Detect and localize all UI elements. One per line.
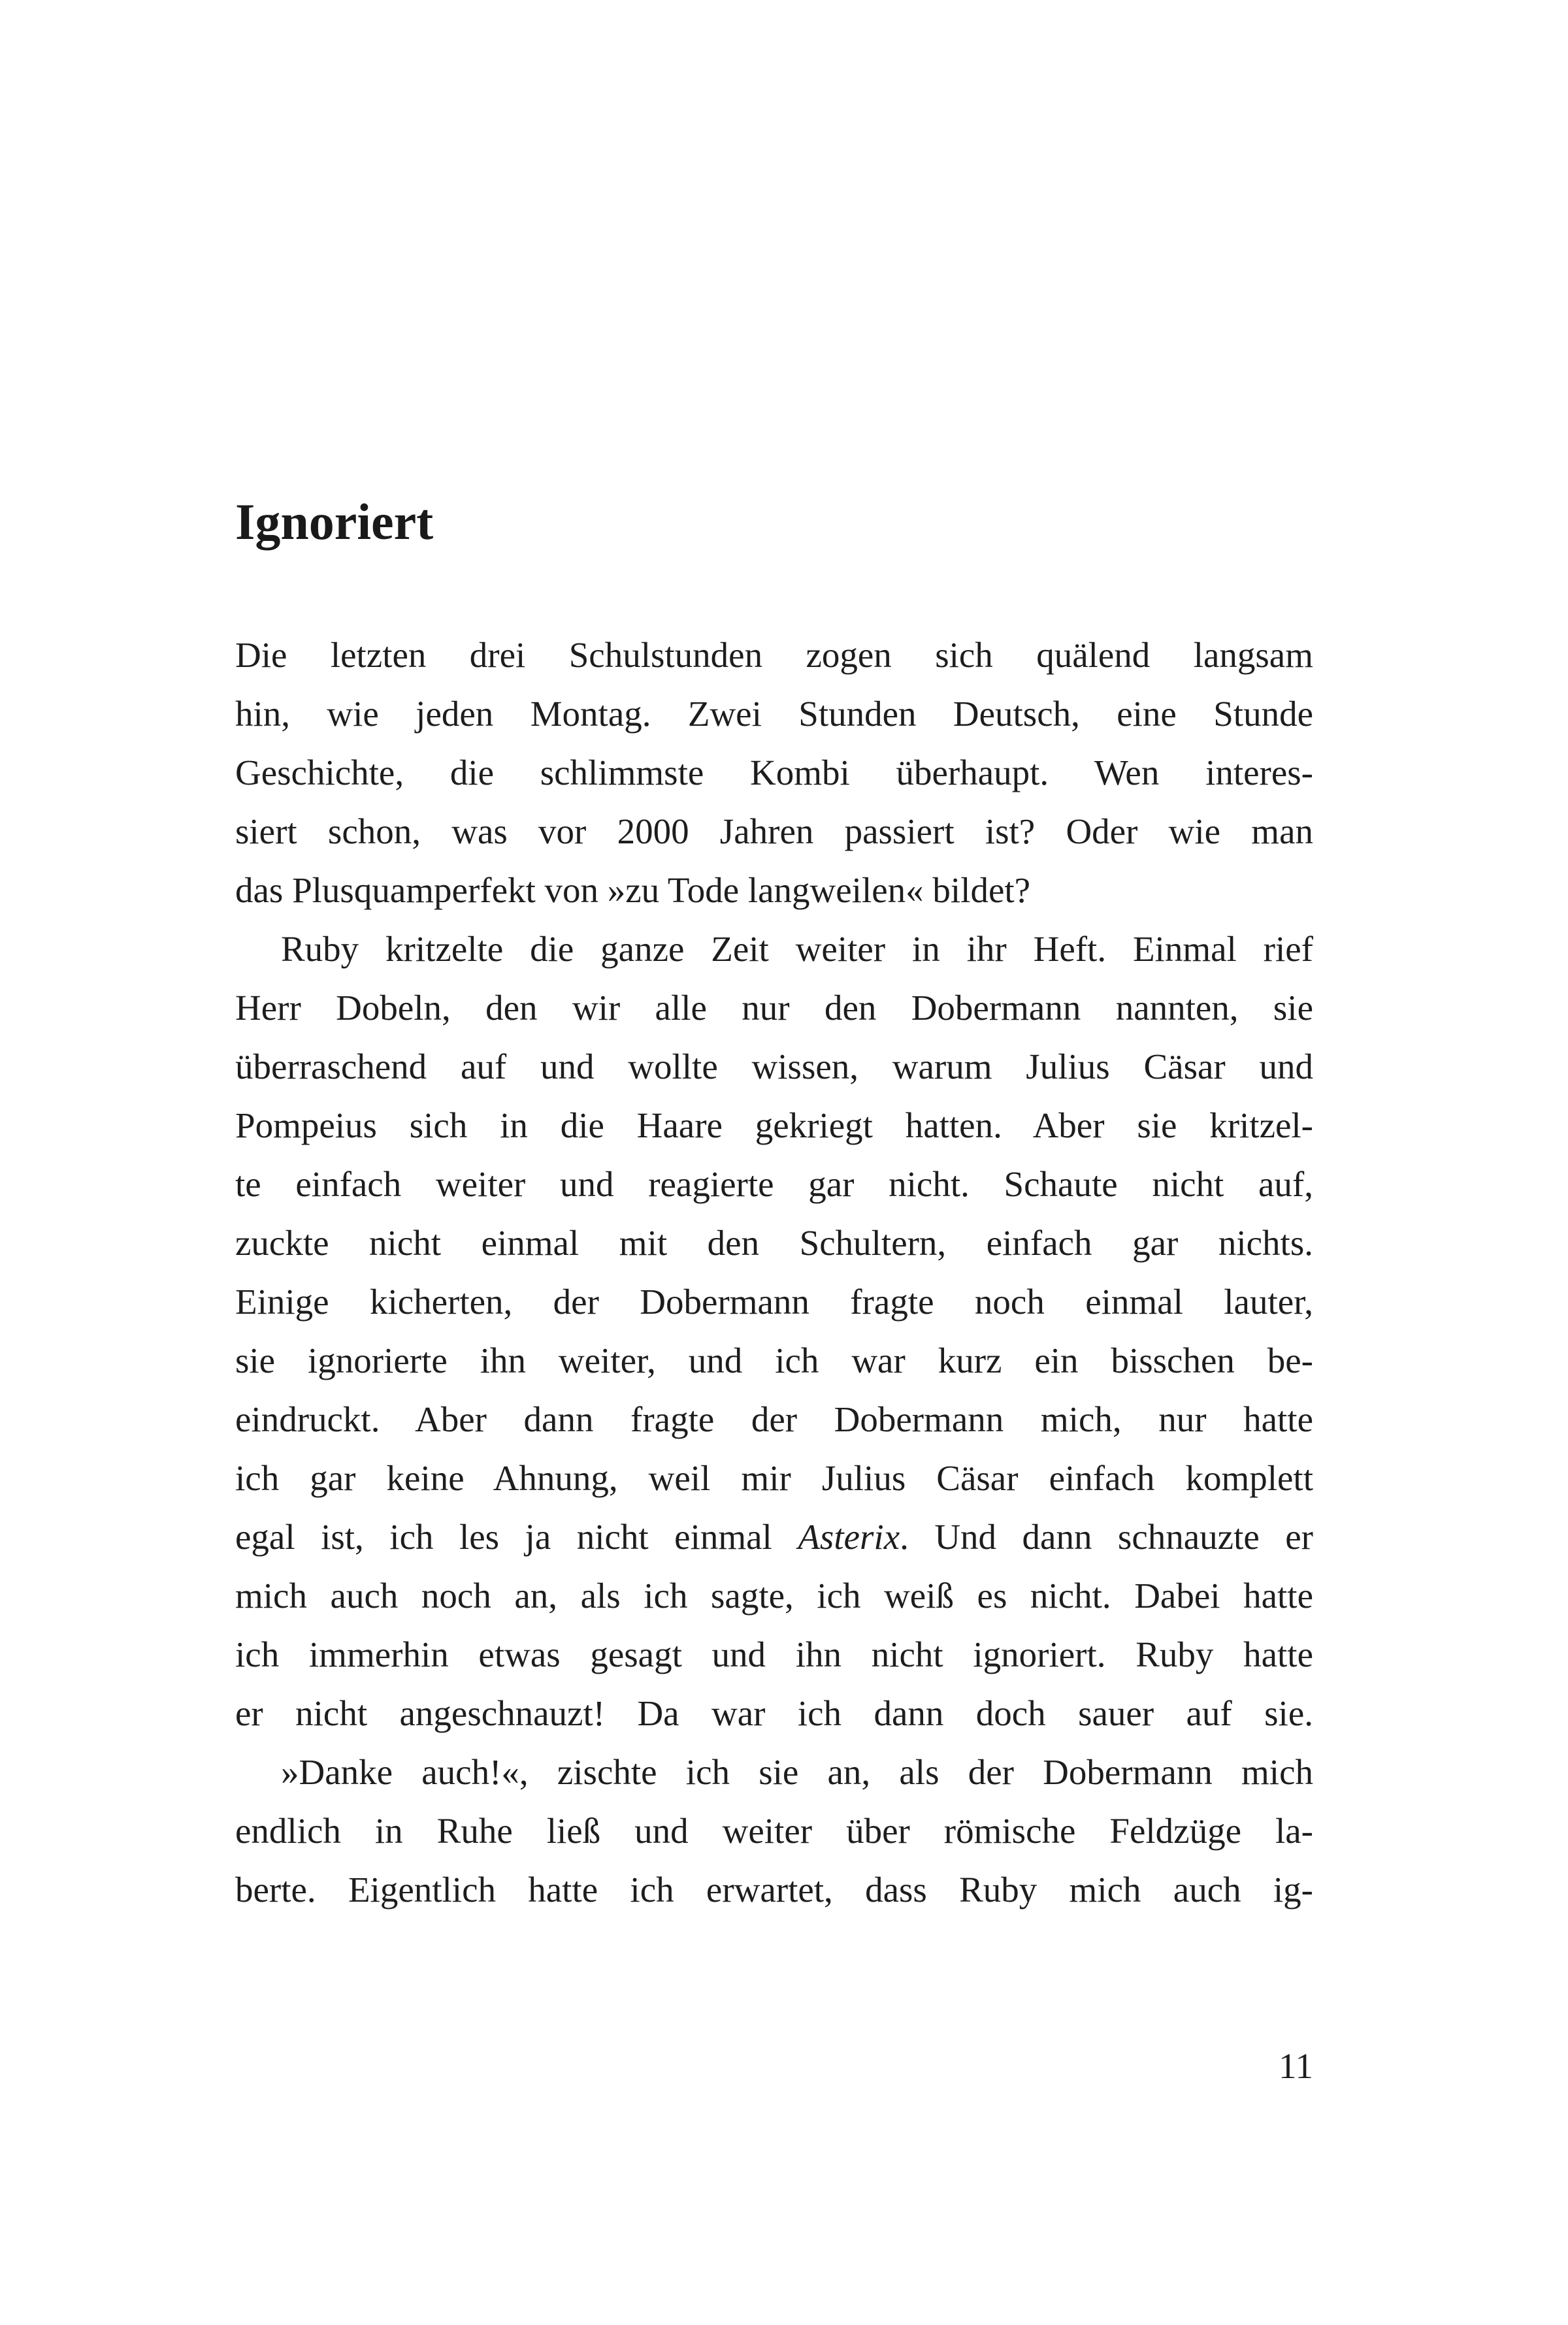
text-line — [235, 1684, 1313, 1743]
text-segment: Ruby kritzelte die ganze Zeit weiter in ihr Heft. Einmal rief — [281, 929, 1313, 969]
text-segment: zuckte nicht einmal mit den Schultern, einfach gar nichts. — [235, 1223, 1313, 1263]
text-segment: eindruckt. Aber dann fragte der Dobermann mich, nur hatte — [235, 1399, 1313, 1439]
text-line — [235, 1802, 1313, 1861]
chapter-heading: Ignoriert — [235, 493, 434, 550]
text-line — [235, 1037, 1313, 1096]
text-segment: Geschichte, die schlimmste Kombi überhaupt. Wen interes- — [235, 753, 1313, 792]
page-number: 11 — [1279, 2046, 1313, 2086]
text-segment: ich gar keine Ahnung, weil mir Julius Cäsar einfach komplett — [235, 1458, 1313, 1498]
text-segment: egal ist, ich les ja nicht einmal — [235, 1517, 798, 1557]
text-line — [235, 1155, 1313, 1214]
text-segment: Die letzten drei Schulstunden zogen sich quälend langsam — [235, 635, 1313, 675]
text-segment: ich immerhin etwas gesagt und ihn nicht ignoriert. Ruby hatte — [235, 1634, 1313, 1674]
text-line — [235, 1449, 1313, 1508]
text-line — [235, 1331, 1313, 1390]
text-line — [235, 1214, 1313, 1273]
text-segment: te einfach weiter und reagierte gar nicht. Schaute nicht auf, — [235, 1164, 1313, 1204]
italic-text-segment: Asterix — [798, 1517, 900, 1557]
text-segment: Herr Dobeln, den wir alle nur den Dobermann nannten, sie — [235, 988, 1313, 1028]
text-block — [235, 626, 1313, 1919]
text-line — [235, 1508, 1313, 1567]
text-segment: hin, wie jeden Montag. Zwei Stunden Deutsch, eine Stunde — [235, 694, 1313, 734]
text-segment: berte. Eigentlich hatte ich erwartet, dass Ruby mich auch ig- — [235, 1870, 1313, 1910]
text-segment: . Und dann schnauzte er — [900, 1517, 1313, 1557]
text-line — [235, 920, 1313, 979]
text-line — [235, 1273, 1313, 1331]
text-line — [235, 1861, 1313, 1919]
text-line — [235, 1096, 1313, 1155]
text-segment: Einige kicherten, der Dobermann fragte noch einmal lauter, — [235, 1282, 1313, 1322]
text-segment: »Danke auch!«, zischte ich sie an, als der Dobermann mich — [281, 1752, 1313, 1792]
text-line — [235, 802, 1313, 861]
text-line — [235, 685, 1313, 743]
text-segment: sie ignorierte ihn weiter, und ich war kurz ein bisschen be- — [235, 1341, 1313, 1380]
text-segment: endlich in Ruhe ließ und weiter über römische Feldzüge la- — [235, 1811, 1313, 1851]
text-segment: das Plusquamperfekt von »zu Tode langweilen« bildet? — [235, 870, 1031, 910]
text-line — [235, 1390, 1313, 1449]
text-line — [235, 1743, 1313, 1802]
text-line — [235, 743, 1313, 802]
text-segment: überraschend auf und wollte wissen, warum Julius Cäsar und — [235, 1047, 1313, 1086]
text-line — [235, 1567, 1313, 1625]
text-line — [235, 626, 1313, 685]
text-segment: Pompeius sich in die Haare gekriegt hatten. Aber sie kritzel- — [235, 1105, 1313, 1145]
text-segment: er nicht angeschnauzt! Da war ich dann doch sauer auf sie. — [235, 1693, 1313, 1733]
text-line — [235, 1625, 1313, 1684]
text-line — [235, 861, 1313, 920]
text-line — [235, 979, 1313, 1037]
text-segment: mich auch noch an, als ich sagte, ich weiß es nicht. Dabei hatte — [235, 1576, 1313, 1616]
text-segment: siert schon, was vor 2000 Jahren passiert ist? Oder wie man — [235, 811, 1313, 851]
